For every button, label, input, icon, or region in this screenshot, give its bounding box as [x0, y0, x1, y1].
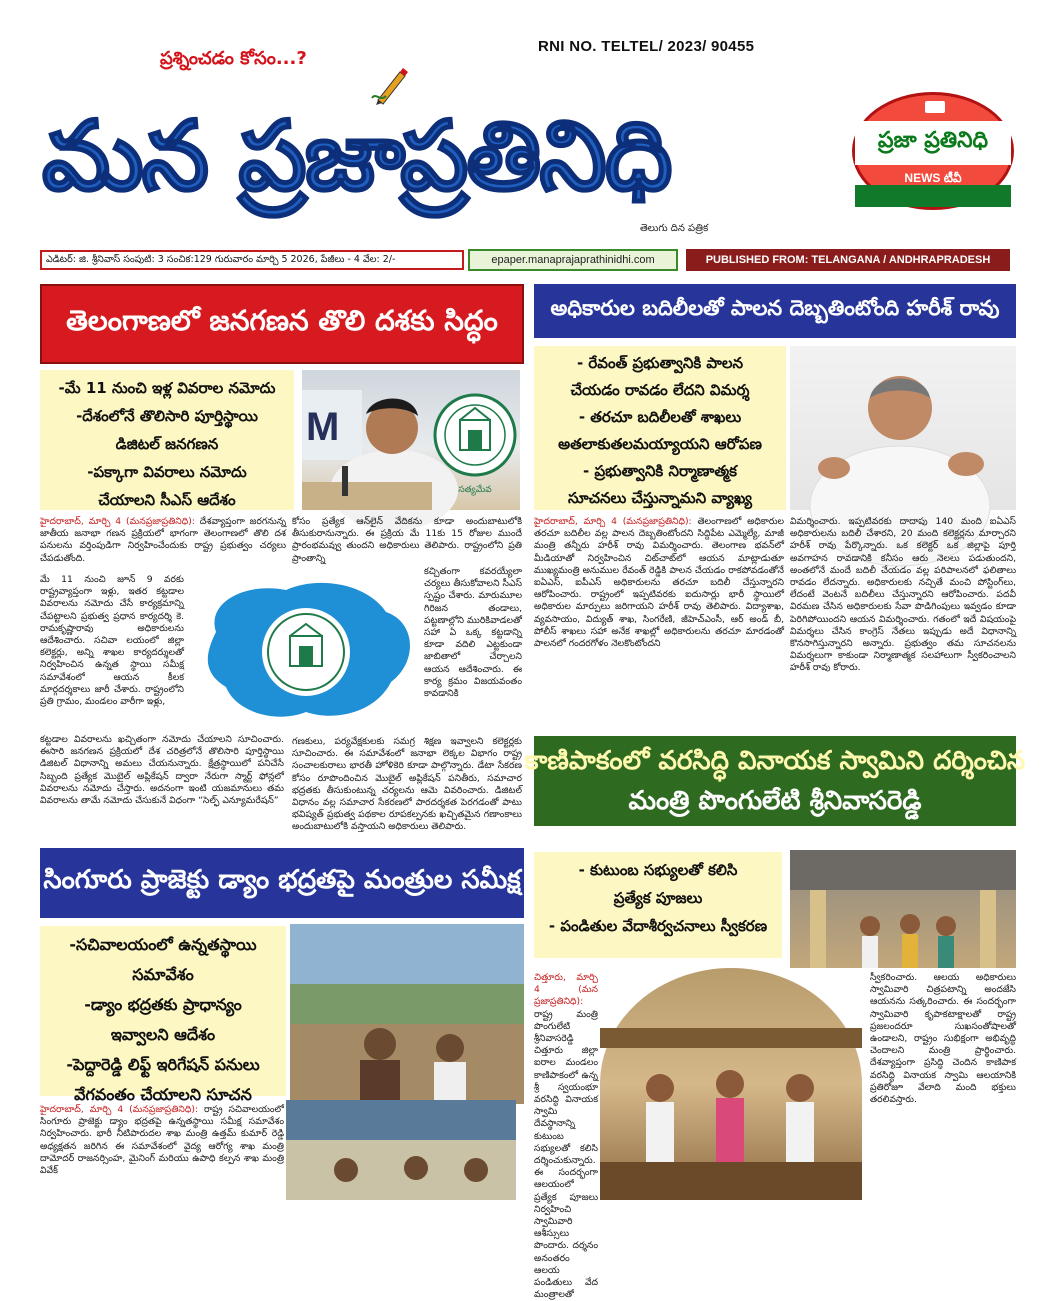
harish-body-a [534, 516, 784, 728]
headline-singur: సింగూరు ప్రాజెక్టు డ్యాం భద్రతపై మంత్రుల సమీక్ష [40, 848, 524, 918]
flag-icon [925, 101, 945, 113]
bullet: చేయాలని సీఎస్ ఆదేశం [98, 491, 236, 509]
census-body-text-a: దేశవ్యాప్తంగా జరగనున్న జాతీయ జనాభా గణన ప్రక్రియలో భాగంగా తెలంగాణలో తొలి దశ పనులను వర్తింపుడిగా నిర్వహించేందుకు రాష్ట్ర ప్రభుత్వం చర్యలు చేపడుతోంది. [40, 516, 287, 564]
bullet: సమావేశం [132, 965, 194, 984]
bullet: - తరచూ బదిలీలతో శాఖలు [578, 408, 742, 426]
harish-body-text-a: తెలంగాణలో అధికారుల తరచూ బదిలీల వల్ల పాలన దెబ్బతింటోందని సిద్దిపేట ఎమ్మెల్యే, మాజీ మంత్రి తన్నీరు హరీశ్ రావు విమర్శించారు. తెలంగాణ భవన్‌లో మీడియాతో నిర్వహించిన చిట్‌చాట్‌లో ఆయన మాట్లాడుతూ ముఖ్యమంత్రి అనుముల రేవంత్ రెడ్డికి పాలన చేయడం రాకపోవడంతోనే ఐఏఎస్, ఐపీఎస్ అధికారులను తరచూ బదిలీ చేస్తున్నారని ఆరోపించారు. రాష్ట్రంలో ఇప్పటివరకు ఐదుసార్లు భారీ స్థాయిలో అధికారుల మార్పులు జరిగాయని హరీశ్ రావు తెలిపారు. విద్యాశాఖ, వ్యవసాయం, విద్యుత్ శాఖ, సింగరేణి, జీహెచ్ఎంసీ, ఆర్ అండ్ బీ, పోలీస్ శాఖలు సహా అనేక శాఖల్లో అధికారులను తరచూ మారడంతో పాలనలో గందరగోళం నెలకొంటోందని [534, 516, 785, 650]
kanipakam-body-b: స్వీకరించారు. ఆలయ అధికారులు స్వామివారి చిత్రపటాన్ని అందజేసి ఆయనను సత్కరించారు. ఈ సందర్భంగా స్వామివారి కృపాకటాక్షాలతో రాష్ట్ర ప్రజలందరూ సుఖసంతోషాలతో ఉండాలని, రాష్ట్రం సుభిక్షంగా అభివృద్ధి చెందాలని మంత్రి ప్రార్థించారు. దేశవ్యాప్తంగా ప్రసిద్ధి చెందిన కాణిపాక వరసిద్ధి వినాయక స్వామి ఆలయానికి ప్రతిరోజూ వేలాది మంది భక్తులు తరలివస్తారు. [870, 972, 1016, 1106]
kanipakam-bullets [534, 852, 782, 958]
masthead-tagline: ప్రశ్నించడం కోసం...? [160, 48, 307, 69]
bullet: - రేవంత్ ప్రభుత్వానికి పాలన [576, 354, 744, 372]
singur-body-text: రాష్ట్ర సచివాలయంలో సింగూరు ప్రాజెక్టు డ్యాం భద్రతపై ఉన్నతస్థాయి సమీక్ష సమావేశం నిర్వహించారు. భారీ నీటిపారుదల శాఖ మంత్రి ఉత్తమ్ కుమార్ రెడ్డి అధ్యక్షతన జరిగిన ఈ సమావేశంలో వైద్య ఆరోగ్య శాఖ మంత్రి దామోదర్ రాజనర్సింహ, మైనింగ్ మరియు ఉపాధి కల్పన శాఖ మంత్రి వివేక్ [40, 1104, 285, 1177]
census-body-b: మే 11 నుంచి జూన్ 9 వరకు రాష్ట్రవ్యాప్తంగా ఇళ్లు, ఇతర కట్టడాల వివరాలను నమోదు చేసే కార్యక్రమాన్ని చేపట్టాలని ప్రభుత్వ ప్రధాన కార్యదర్శి కె. రామకృష్ణారావు అధికారులను ఆదేశించారు. సచివా లయంలో జిల్లా కలెక్టర్లు, అన్ని శాఖల కార్యదర్శులతో నిర్వహించిన ఉన్నత స్థాయి సమీక్ష సమావేశంలో ఆయన కీలక మార్గదర్శకాలు జారీ చేశారు. రాష్ట్రంలోని ప్రతి గ్రామం, మండలం వారీగా ఇళ్లు, [40, 574, 184, 708]
dateline: హైదరాబాద్, మార్చి 4 (మనప్రజాప్రతినిధి): [40, 1104, 199, 1115]
bullet: - పండితుల వేదాశీర్వచనాలు స్వీకరణ [548, 917, 768, 935]
kanipakam-body-a [534, 972, 598, 1301]
published-from: PUBLISHED FROM: TELANGANA / ANDHRAPRADESH [686, 249, 1010, 271]
daily-subtitle: తెలుగు దిన పత్రిక [640, 223, 709, 234]
harish-rao-photo [790, 346, 1016, 510]
census-body-f: గణకులు, పర్యవేక్షకులకు సమగ్ర శిక్షణ ఇవ్వాలని కలెక్టర్లకు సూచించారు. ఈ సమావేశంలో జనాభా లెక్కల విభాగం రాష్ట్ర సంచాలకురాలు భారతీ హోళికెరి కూడా పాల్గొన్నారు. డేటా సేకరణ కోసం రూపొందించిన మొబైల్ అప్లికేషన్ పనితీరు, సమాచార భద్రతకు తీసుకుంటున్న చర్యలను ఆమె వివరించారు. డిజిటల్ విధానం వల్ల సమాచార సేకరణలో పారదర్శకత పెరగడంతో పాటు భవిష్యత్ ప్రభుత్వ పథకాల రూపకల్పనకు ఖచ్చితమైన గణాంకాలు అందుబాటులోకి వస్తాయని అధికారులు తెలిపారు. [292, 736, 522, 833]
bullet: ఇవ్వాలని ఆదేశం [110, 1025, 216, 1044]
editor-info: ఎడిటర్: జి. శ్రీనివాస్ సంపుటి: 3 సంచిక:129 గురువారం మార్చి 5 2026, పేజీలు - 4 వేల: 2/- [40, 250, 464, 270]
bullet: చేయడం రావడం లేదని విమర్శ [570, 381, 750, 399]
singur-bullets [40, 926, 286, 1104]
harish-body-b: విమర్శించారు. ఇప్పటివరకు దాదాపు 140 మంది ఐఏఎస్ అధికారులను బదిలీ చేశారని, 20 మంది కలెక్టర్లను మార్చారని హరీశ్ రావు పేర్కొన్నారు. ఒక కలెక్టర్ ఒక జిల్లాపై పూర్తి అవగాహన రావడానికి కనీసం ఆరు నెలలు పడుతుందని, అంతలోనే మందే బదిలీ చేయడం వల్ల పరిపాలనలో ఫలితాలు రావడం లేదన్నారు. అధికారులకు నచ్చితే మంచి పోస్టింగ్‌లు, లేదంటే వెంటనే బదిలీలు చేస్తున్నారని ఆరోపించారు. పదవీ విరమణ చేసిన అధికారులకు సేవా పొడిగింపులు ఇవ్వడం కూడా పెరిగిపోయిందని ఆయన విమర్శించారు. గతంలో ఇదే విషయంపై విమర్శలు చేసిన కాంగ్రెస్ నేతలు ఇప్పుడు అదే విధానాన్ని కొనసాగిస్తున్నారని అన్నారు. ప్రభుత్వం తమ సూచనలను విమర్శలుగా కాకుండా నిర్మాణాత్మక సలహాలుగా స్వీకరించాలని హరీశ్ రావు కోరారు. [790, 516, 1016, 674]
dateline: హైదరాబాద్, మార్చి 4 (మనప్రజాప్రతినిధి): [534, 516, 692, 527]
bullet: -పెద్దారెడ్డి లిఫ్ట్ ఇరిగేషన్ పనులు [66, 1055, 260, 1074]
bullet: -డ్యాం భద్రతకు ప్రాధాన్యం [84, 995, 242, 1014]
bullet: అతలాకుతలమయ్యాయని ఆరోపణ [558, 435, 762, 453]
bullet: - ప్రభుత్వానికి నిర్మాణాత్మక [583, 462, 737, 480]
svg-text:M: M [306, 405, 340, 449]
svg-text:సత్యమేవ: సత్యమేవ [458, 485, 492, 495]
logo-text: ప్రజా ప్రతినిధి [855, 121, 1011, 165]
bullet: -పక్కాగా వివరాలు నమోదు [87, 463, 247, 481]
prajaprathinidhi-logo [852, 92, 1014, 210]
bullet: సూచనలు చేస్తున్నామని వ్యాఖ్య [568, 489, 752, 507]
headline-kanipakam [524, 736, 1026, 826]
telangana-map-icon [186, 572, 424, 730]
harish-bullets [534, 346, 786, 510]
rni-number: RNI NO. TELTEL/ 2023/ 90455 [538, 38, 755, 55]
dateline: చిత్తూరు, మార్చి 4 (మన ప్రజాప్రతినిధి): [534, 972, 598, 1008]
census-body-d: కోసం ప్రత్యేక ఆన్‌లైన్ వేదికను కూడా అందుబాటులోకి తీసుకురానున్నారు. ఈ ప్రక్రియ మే 11కు 15 రోజుల ముందే ప్రారంభమవ్వు తుందని అధికారులు తెలిపారు. రాష్ట్రంలోని ప్రతి ప్రాంతాన్ని [292, 516, 522, 564]
dam-meeting-photo [286, 1100, 516, 1200]
telangana-seal-icon [430, 380, 520, 500]
bullet: -సచివాలయంలో ఉన్నతస్థాయి [69, 935, 257, 954]
bullet: ప్రత్యేక పూజలు [613, 889, 703, 907]
headline-kanipakam-line1: కాణిపాకంలో వరసిద్ధి వినాయక స్వామిని దర్శించిన [524, 746, 1026, 776]
dam-review-photo [290, 924, 524, 1104]
bullet: -దేశంలోనే తొలిసారి పూర్తిస్థాయి [76, 407, 258, 425]
headline-census: తెలంగాణలో జనగణన తొలి దశకు సిద్ధం [40, 284, 524, 364]
bullet: - కుటుంబ సభ్యులతో కలిసి [578, 861, 738, 879]
census-body-e: కచ్చితంగా కవరయ్యేలా చర్యలు తీసుకోవాలని సీఎస్ స్పష్టం చేశారు. మారుమూల గిరిజన తండాలు, పట్టణాల్లోని మురికివాడలతో సహా ఏ ఒక్క కట్టడాన్ని కూడా వదిలి ఎట్టకుండా జాబితాలో చేర్చాలని ఆయన ఆదేశించారు. ఈ కార్య క్రమం విజయవంతం కావడానికి [424, 566, 522, 700]
census-body-c: కట్టడాల వివరాలను ఖచ్చితంగా నమోదు చేయాలని సూచించారు. ఈసారి జనగణన ప్రక్రియలో దేశ చరిత్రలోనే తొలిసారి పూర్తిస్థాయి డిజిటల్ విధానాన్ని అమలు చేయనున్నారు. క్షేత్రస్థాయిలో పనిచేసే సిబ్బంది ప్రత్యేక మొబైల్ అప్లికేషన్ ద్వారా నేరుగా స్మార్ట్ ఫోన్లలో వివరాలను నమోదు చేస్తారు. అదనంగా ఇంటి యజమానులు తమ వివరాలను తామే నమోదు చేసుకునే విధంగా “సెల్ఫ్ ఎన్యూమరేషన్” [40, 734, 284, 807]
logo-bottom-band [855, 185, 1011, 207]
singur-body [40, 1104, 284, 1200]
headline-harish-rao: అధికారుల బదిలీలతో పాలన దెబ్బతింటోంది హరీశ్ రావు [534, 284, 1016, 338]
census-body-a [40, 516, 286, 572]
dateline: హైదరాబాద్, మార్చి 4 (మనప్రజాప్రతినిధి): [40, 516, 195, 527]
minister-visit-photo [600, 968, 862, 1200]
temple-photo [790, 850, 1016, 968]
bullet: -మే 11 నుంచి ఇళ్ల వివరాల నమోదు [58, 379, 276, 397]
bullet: వేగవంతం చేయాలని సూచన [74, 1085, 252, 1104]
logo-news-label: NEWS టీవీ [904, 171, 962, 185]
newspaper-title: మన ప్రజాప్రతినిధి [42, 99, 671, 212]
bullet: డిజిటల్ జనగణన [115, 435, 219, 453]
kanipakam-body-text-a: రాష్ట్ర మంత్రి పొంగులేటి శ్రీనివాసరెడ్డి చిత్తూరు జిల్లా ఐరాల మండలం కాణిపాకంలో ఉన్న శ్రీ స్వయంభూ వరసిద్ధి వినాయక స్వామి దేవస్థానాన్ని కుటుంబ సభ్యులతో కలిసి దర్శించుకున్నారు. ఈ సందర్భంగా ఆలయంలో ప్రత్యేక పూజలు నిర్వహించి స్వామివారి ఆశీస్సులు పొందారు. దర్శనం అనంతరం ఆలయ పండితులు వేద మంత్రాలతో [534, 1008, 598, 1301]
epaper-link[interactable]: epaper.manaprajaprathinidhi.com [468, 249, 678, 271]
census-bullets [40, 370, 294, 510]
headline-kanipakam-line2: మంత్రి పొంగులేటి శ్రీనివాసరెడ్డి [628, 786, 922, 816]
